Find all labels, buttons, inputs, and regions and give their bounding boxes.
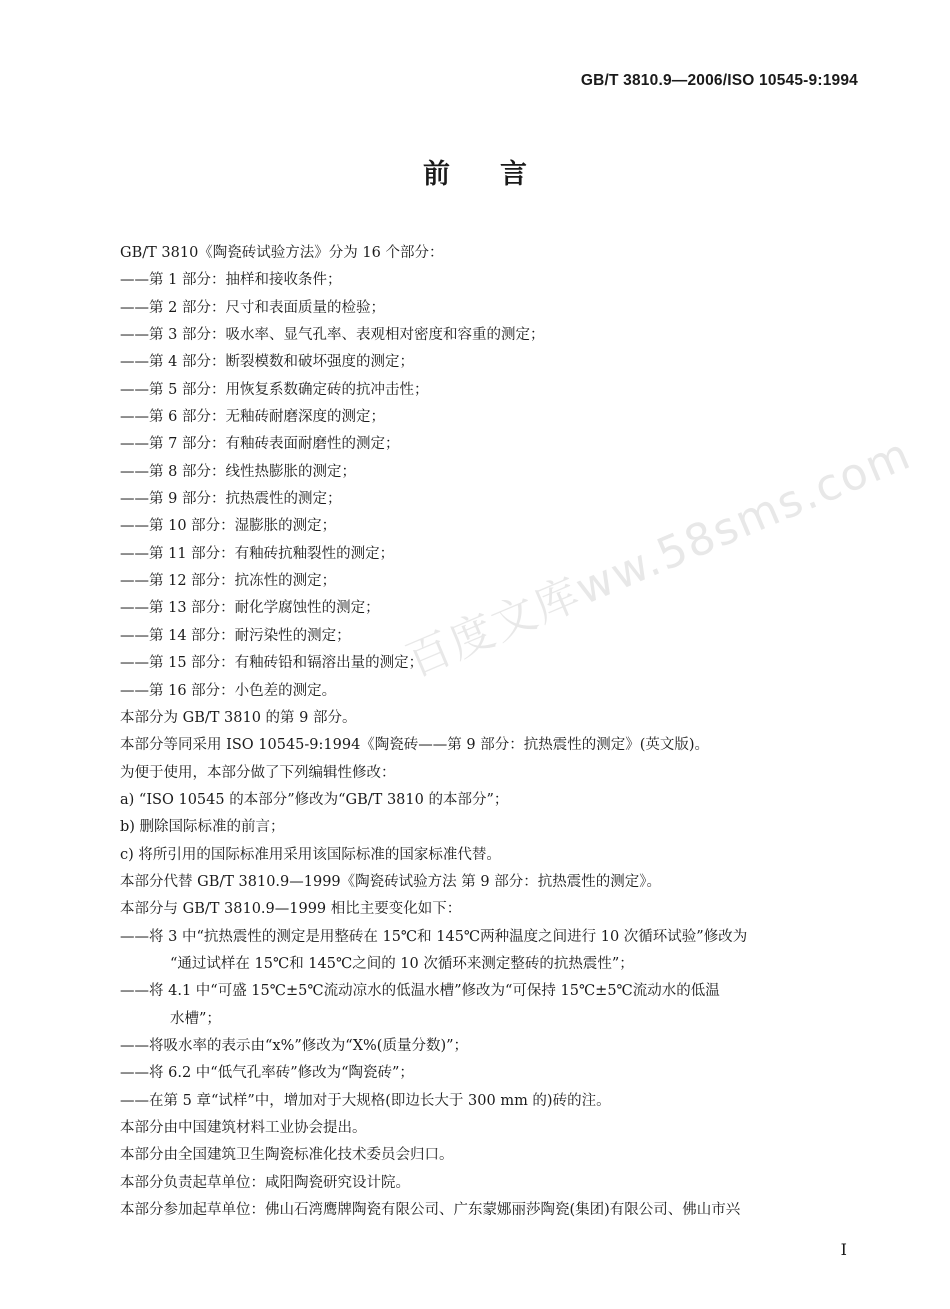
edits-list — [120, 787, 860, 869]
list-item: b) 删除国际标准的前言； — [120, 819, 285, 836]
list-item: ——将 3 中“抗热震性的测定是用整砖在 15℃和 145℃两种温度之间进行 10 次循环试验”修改为 — [120, 928, 748, 945]
para-part-of: 本部分为 GB/T 3810 的第 9 部分。 — [120, 709, 357, 726]
para-managed: 本部分由全国建筑卫生陶瓷标准化技术委员会归口。 — [120, 1147, 454, 1164]
list-item: ——第 13 部分：耐化学腐蚀性的测定； — [120, 600, 380, 617]
list-item: a) “ISO 10545 的本部分”修改为“GB/T 3810 的本部分”； — [120, 791, 509, 808]
list-item: ——第 1 部分：抽样和接收条件； — [120, 272, 342, 289]
list-item: ——第 12 部分：抗冻性的测定； — [120, 573, 337, 590]
list-item: ——第 7 部分：有釉砖表面耐磨性的测定； — [120, 436, 400, 453]
list-item: ——将 4.1 中“可盛 15℃±5℃流动凉水的低温水槽”修改为“可保持 15℃±5℃流动水的低温 — [120, 983, 720, 1000]
document-body — [120, 240, 860, 1224]
para-changes-intro: 本部分与 GB/T 3810.9—1999 相比主要变化如下： — [120, 901, 462, 918]
para-edit-intro: 为便于使用，本部分做了下列编辑性修改： — [120, 764, 396, 781]
list-item: ——第 2 部分：尺寸和表面质量的检验； — [120, 299, 385, 316]
changes-list — [120, 924, 860, 1115]
standard-code: GB/T 3810.9—2006/ISO 10545-9:1994 — [580, 72, 858, 89]
title-char-1: 前 — [423, 159, 450, 190]
list-item: ——将吸水率的表示由“x%”修改为“X%(质量分数)”； — [120, 1037, 469, 1054]
title-char-2: 言 — [500, 159, 527, 190]
list-item-continuation: 水槽”； — [170, 1010, 221, 1027]
list-item: ——将 6.2 中“低气孔率砖”修改为“陶瓷砖”； — [120, 1065, 414, 1082]
list-item: ——第 11 部分：有釉砖抗釉裂性的测定； — [120, 545, 395, 562]
page-title — [0, 152, 950, 191]
list-item: ——第 8 部分：线性热膨胀的测定； — [120, 463, 356, 480]
list-item: ——第 14 部分：耐污染性的测定； — [120, 627, 351, 644]
list-item: ——第 3 部分：吸水率、显气孔率、表观相对密度和容重的测定； — [120, 327, 545, 344]
para-proposed: 本部分由中国建筑材料工业协会提出。 — [120, 1120, 367, 1136]
list-item: ——第 9 部分：抗热震性的测定； — [120, 491, 342, 508]
para-participants: 本部分参加起草单位：佛山石湾鹰牌陶瓷有限公司、广东蒙娜丽莎陶瓷(集团)有限公司、佛山市兴 — [120, 1202, 741, 1219]
watermark: 百度文库ww.58sms.com — [399, 428, 919, 688]
para-adopt: 本部分等同采用 ISO 10545-9:1994《陶瓷砖——第 9 部分：抗热震性的测定》(英文版)。 — [120, 737, 710, 754]
para-drafter: 本部分负责起草单位：咸阳陶瓷研究设计院。 — [120, 1174, 410, 1191]
intro-line: GB/T 3810《陶瓷砖试验方法》分为 16 个部分： — [120, 245, 444, 261]
list-item: ——第 6 部分：无釉砖耐磨深度的测定； — [120, 409, 385, 426]
list-item: ——第 5 部分：用恢复系数确定砖的抗冲击性； — [120, 381, 429, 398]
list-item: ——第 4 部分：断裂模数和破坏强度的测定； — [120, 354, 414, 371]
list-item: ——第 15 部分：有釉砖铅和镉溶出量的测定； — [120, 655, 424, 672]
list-item: ——第 16 部分：小色差的测定。 — [120, 682, 337, 699]
parts-list — [120, 267, 860, 705]
page-number: I — [840, 1240, 847, 1259]
list-item: ——第 10 部分：湿膨胀的测定； — [120, 518, 337, 535]
list-item-continuation: “通过试样在 15℃和 145℃之间的 10 次循环来测定整砖的抗热震性”； — [170, 955, 634, 972]
para-replace: 本部分代替 GB/T 3810.9—1999《陶瓷砖试验方法 第 9 部分：抗热震性的测定》。 — [120, 873, 661, 890]
list-item: c) 将所引用的国际标准用采用该国际标准的国家标准代替。 — [120, 846, 501, 863]
list-item: ——在第 5 章“试样”中，增加对于大规格(即边长大于 300 mm 的)砖的注。 — [120, 1092, 611, 1109]
